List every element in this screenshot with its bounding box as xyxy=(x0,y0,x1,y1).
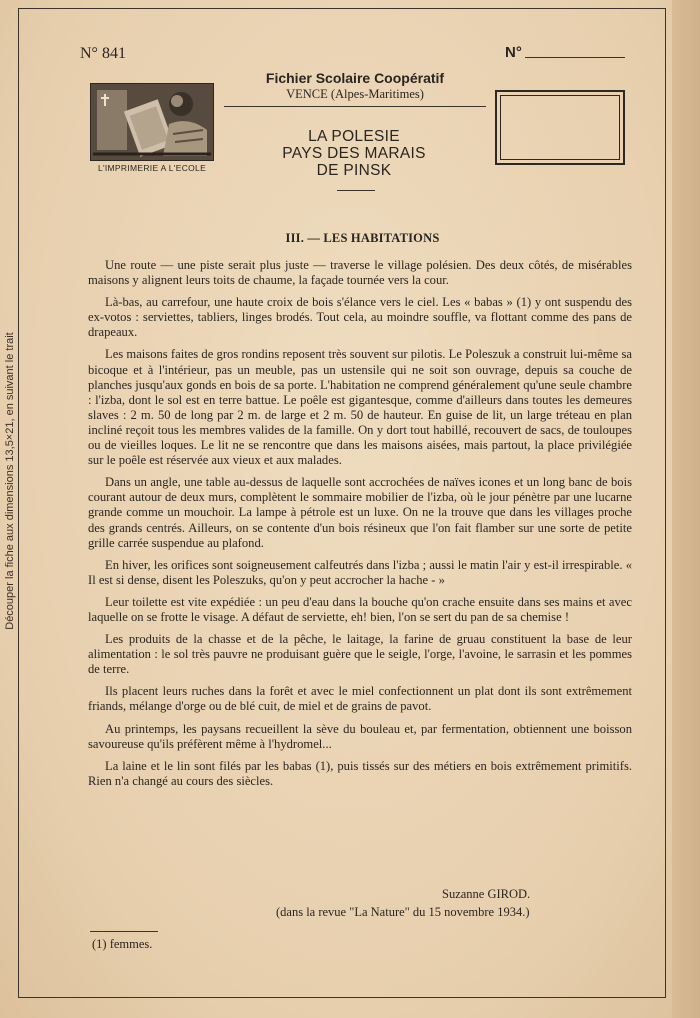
printing-press-logo xyxy=(90,83,214,161)
paragraph: Ils placent leurs ruches dans la forêt et avec le miel confectionnent un plat dont ils sont extrêmement friands, mélange d'orge ou de blé cuit, de miel et de grains de pavot. xyxy=(88,684,632,714)
title-underline xyxy=(337,190,375,191)
page-title xyxy=(240,128,468,179)
page-title-line-1: LA POLESIE xyxy=(308,128,400,145)
paragraph: Là-bas, au carrefour, une haute croix de bois s'élance vers le ciel. Les « babas » (1) y ont suspendu des ex-votos : serviettes, tabliers, linges brodés. Tout cela, au moindre souffle, va flottant comme des pans de drapeaux. xyxy=(88,295,632,340)
author-signature: Suzanne GIROD. xyxy=(442,887,531,901)
footnote-divider xyxy=(90,931,158,932)
paragraph: La laine et le lin sont filés par les babas (1), puis tissés sur des métiers en bois extrêmement primitifs. Rien n'a changé au cours des siècles. xyxy=(88,758,632,788)
footnote: (1) femmes. xyxy=(92,937,153,951)
page-edge-strip xyxy=(672,0,700,1018)
card-number-field-label: N° xyxy=(505,44,522,61)
paragraph: En hiver, les orifices sont soigneusement calfeutrés dans l'izba ; aussi le matin l'air y est-il irrespirable. « Il est si dense, disent les Poleszuks, qu'on y peut accrocher la hache - » xyxy=(88,557,632,587)
paragraph: Au printemps, les paysans recueillent la sève du bouleau et, par fermentation, obtiennent une boisson savoureuse qu'ils préfèrent même à l'hydromel... xyxy=(88,721,632,751)
section-heading: III. — LES HABITATIONS xyxy=(285,231,440,245)
page-title-line-3: DE PINSK xyxy=(316,162,392,179)
header-divider xyxy=(224,106,486,107)
paragraph: Dans un angle, une table au-dessus de laquelle sont accrochées de naïves icones et un long banc de bois courant autour de deux murs, complètent le sommaire mobilier de l'izba, où le jour pénètre par une lucarne grande comme un mouchoir. La lampe à pétrole est un luxe. On ne la trouve que dans les villages proche des grands centrés. Ailleurs, on se contente d'un bois résineux que l'on fait flamber sur une sorte de petite grille carrée suspendue au plafond. xyxy=(88,475,632,550)
publisher-location: VENCE (Alpes-Maritimes) xyxy=(286,87,424,101)
stamp-box xyxy=(495,90,625,165)
publisher-title: Fichier Scolaire Coopératif xyxy=(265,70,445,86)
paragraph: Les produits de la chasse et de la pêche, le laitage, la farine de gruau constituent la base de leur alimentation : le sol très pauvre ne produisant guère que le seigle, l'orge, l'avoine, le sarrasin et les pommes de terre. xyxy=(88,632,632,677)
logo-caption: L'IMPRIMERIE A L'ECOLE xyxy=(97,163,207,173)
logo-illustration-icon xyxy=(91,84,213,160)
paragraph: Les maisons faites de gros rondins reposent très souvent sur pilotis. Le Poleszuk a construit lui-même sa bicoque et à l'intérieur, pas un meuble, pas un ustensile qui ne soit son ouvrage, depuis sa couche de planches jusqu'aux gonds en bois de sa porte. L'habitation ne comprend généralement qu'une seule chambre : l'izba, dont le sol est en terre battue. Le poêle est gigantesque, comme d'ailleurs dans toutes les demeures slaves : 2 m. 50 de long par 2 m. de large et 2 m. 50 de hauteur. En guise de lit, un large tréteau en plan incliné reçoit tous les membres valides de la famille. On y dort tout habillé, recouvert de sacs, de touloupes ou de vieilles loques. Le lit ne se rencontre que dans les maisons aisées, mais partout, la place privilégiée sur le poêle est réservée aux vieux et aux malades. xyxy=(88,347,632,468)
paragraph: Une route — une piste serait plus juste — traverse le village polésien. Des deux côtés, de misérables maisons y alignent leurs toits de chaume, la façade tournée vers la cour. xyxy=(88,258,632,288)
page-title-line-2: PAYS DES MARAIS xyxy=(282,145,426,162)
source-citation: (dans la revue "La Nature" du 15 novembre 1934.) xyxy=(276,905,530,919)
paragraph: Leur toilette est vite expédiée : un peu d'eau dans la bouche qu'on crache ensuite dans ses mains et avec laquelle on se frotte le visage. A défaut de serviette, eh! bien, l'on se sert du pan de sa chemise ! xyxy=(88,594,632,624)
card-number-field-line xyxy=(525,57,625,58)
article-body xyxy=(88,258,632,796)
cut-instruction-text: Découper la fiche aux dimensions 13,5×21, en suivant le trait xyxy=(4,332,16,630)
card-number: N° 841 xyxy=(80,45,126,62)
